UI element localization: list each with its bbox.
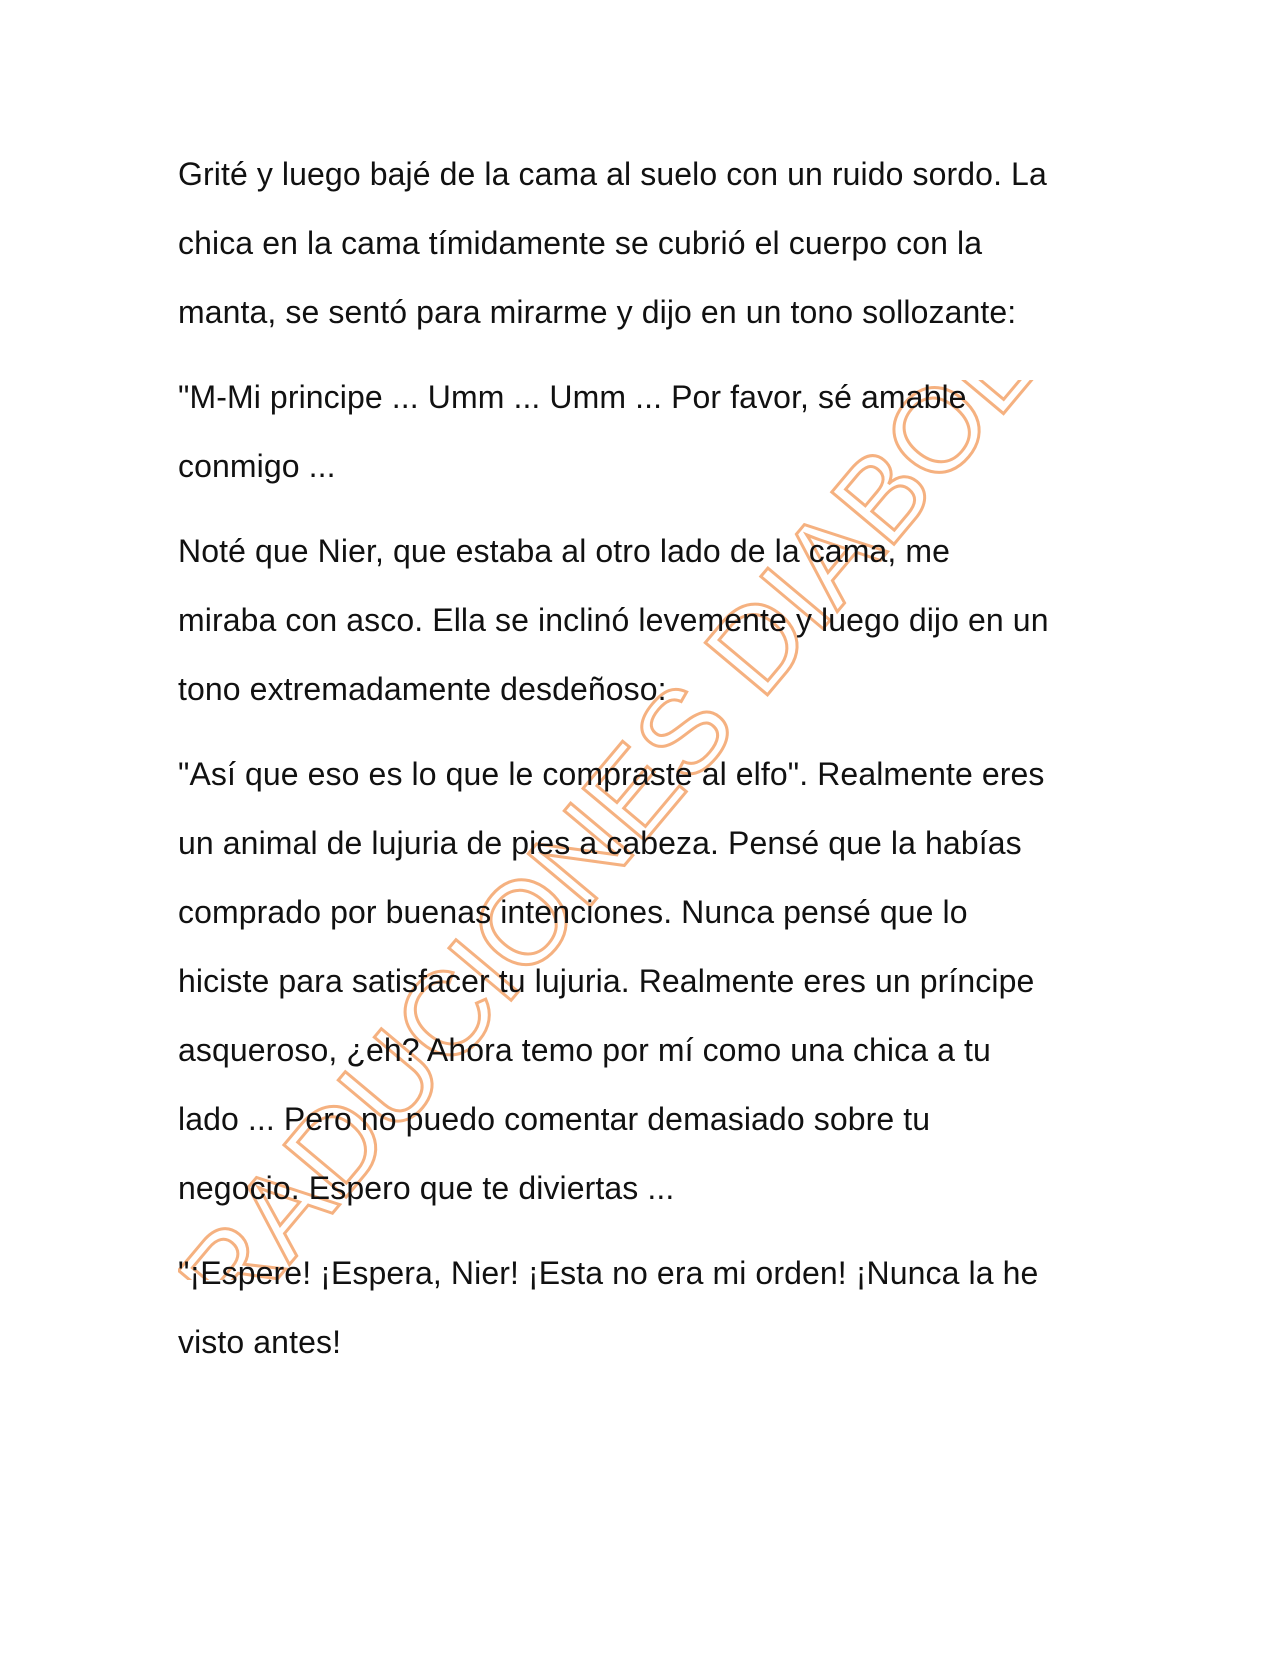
paragraph-2 [178,363,1108,501]
text-line: manta, se sentó para mirarme y dijo en un tono sollozante: [178,294,1017,330]
text-line: miraba con asco. Ella se inclinó levemente y luego dijo en un [178,602,1049,638]
paragraph-4 [178,740,1108,1223]
text-line: negocio. Espero que te diviertas ... [178,1170,675,1206]
text-line: chica en la cama tímidamente se cubrió el cuerpo con la [178,225,983,261]
text-line: tono extremadamente desdeñoso: [178,671,667,707]
document-body [178,140,1108,1393]
text-line: conmigo ... [178,448,336,484]
text-line: un animal de lujuria de pies a cabeza. Pensé que la habías [178,825,1022,861]
text-line: asqueroso, ¿eh? Ahora temo por mí como una chica a tu [178,1032,991,1068]
paragraph-3 [178,517,1108,724]
paragraph-1 [178,140,1108,347]
text-line: Grité y luego bajé de la cama al suelo con un ruido sordo. La [178,156,1047,192]
text-line: lado ... Pero no puedo comentar demasiado sobre tu [178,1101,931,1137]
paragraph-5 [178,1239,1108,1377]
text-line: hiciste para satisfacer tu lujuria. Realmente eres un príncipe [178,963,1035,999]
text-line: "¡Espere! ¡Espera, Nier! ¡Esta no era mi orden! ¡Nunca la he [178,1255,1039,1291]
text-line: comprado por buenas intenciones. Nunca pensé que lo [178,894,968,930]
text-line: visto antes! [178,1324,342,1360]
text-line: "M-Mi principe ... Umm ... Umm ... Por favor, sé amable [178,379,967,415]
text-line: Noté que Nier, que estaba al otro lado de la cama, me [178,533,950,569]
text-line: "Así que eso es lo que le compraste al elfo". Realmente eres [178,756,1045,792]
watermark-text: TRADUCIONES DIABOLO [178,380,1078,1280]
